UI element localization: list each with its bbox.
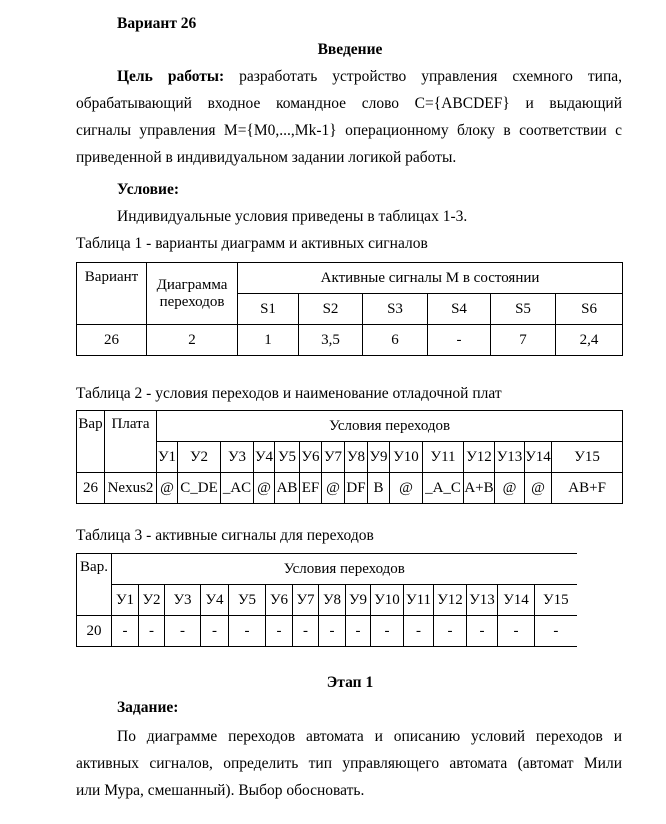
column-header: У10 bbox=[390, 442, 423, 473]
cell: _AC bbox=[221, 473, 254, 504]
goal-line-3: сигналы управления M={M0,...,Mk-1} операционному блоку в соответствии с bbox=[76, 122, 622, 139]
cell: B bbox=[368, 473, 390, 504]
intro-heading: Введение bbox=[317, 41, 383, 58]
column-header: У9 bbox=[346, 585, 371, 616]
cell: - bbox=[434, 616, 467, 647]
table3 bbox=[76, 553, 577, 647]
cell: @ bbox=[157, 473, 178, 504]
state-s2: S2 bbox=[299, 294, 363, 325]
column-header: У14 bbox=[498, 585, 535, 616]
goal-line-1 bbox=[76, 63, 622, 90]
cell: _A_C bbox=[423, 473, 464, 504]
cell: - bbox=[165, 616, 201, 647]
condition-label: Условие: bbox=[117, 181, 179, 198]
table1-caption: Таблица 1 - варианты диаграмм и активных сигналов bbox=[76, 235, 428, 252]
goal-line-2: обрабатывающий входное командное слово С={ABCDEF} и выдающий bbox=[76, 95, 622, 112]
column-header: У4 bbox=[254, 442, 275, 473]
cell: @ bbox=[322, 473, 345, 504]
cell: 7 bbox=[491, 325, 556, 356]
cell: - bbox=[139, 616, 165, 647]
column-header: У15 bbox=[535, 585, 577, 616]
column-header: У3 bbox=[165, 585, 201, 616]
cell: - bbox=[346, 616, 371, 647]
cell: @ bbox=[495, 473, 525, 504]
header-board: Плата bbox=[105, 411, 157, 473]
cell: - bbox=[319, 616, 346, 647]
cell: C_DE bbox=[178, 473, 221, 504]
table1 bbox=[76, 262, 623, 356]
header-variant: Вариант bbox=[77, 263, 147, 325]
condition-text: Индивидуальные условия приведены в таблицах 1-3. bbox=[117, 208, 468, 225]
task-line-2: активных сигналов, определить тип управляющего автомата (автомат Мили bbox=[76, 755, 622, 772]
task-line-3: или Мура, смешанный). Выбор обосновать. bbox=[76, 782, 365, 799]
cell: - bbox=[229, 616, 266, 647]
header-conditions: Условия переходов bbox=[112, 554, 577, 585]
cell: - bbox=[404, 616, 434, 647]
column-header: У8 bbox=[319, 585, 346, 616]
header-conditions: Условия переходов bbox=[157, 411, 623, 442]
cell: 2,4 bbox=[556, 325, 623, 356]
cell: 26 bbox=[77, 473, 105, 504]
column-header: У5 bbox=[275, 442, 300, 473]
goal-label: Цель работы: bbox=[117, 68, 225, 85]
column-header: У9 bbox=[368, 442, 390, 473]
table2 bbox=[76, 410, 623, 504]
header-diagram: Диаграмма переходов bbox=[147, 263, 238, 325]
state-s3: S3 bbox=[363, 294, 428, 325]
table-row bbox=[77, 473, 623, 504]
header-var: Вар bbox=[77, 411, 105, 473]
column-header: У12 bbox=[464, 442, 495, 473]
column-header: У8 bbox=[345, 442, 368, 473]
column-header: У6 bbox=[300, 442, 322, 473]
cell: @ bbox=[525, 473, 552, 504]
variant-title: Вариант 26 bbox=[117, 15, 197, 32]
task-label: Задание: bbox=[117, 699, 179, 716]
cell: - bbox=[467, 616, 498, 647]
header-var: Вар. bbox=[77, 554, 112, 616]
cell: - bbox=[201, 616, 229, 647]
column-header: У2 bbox=[139, 585, 165, 616]
column-header: У2 bbox=[178, 442, 221, 473]
cell: 20 bbox=[77, 616, 112, 647]
state-s5: S5 bbox=[491, 294, 556, 325]
state-s6: S6 bbox=[556, 294, 623, 325]
cell: 1 bbox=[238, 325, 299, 356]
table-row bbox=[77, 325, 623, 356]
column-header: У6 bbox=[266, 585, 293, 616]
state-s4: S4 bbox=[428, 294, 491, 325]
cell: - bbox=[266, 616, 293, 647]
cell: Nexus2 bbox=[105, 473, 157, 504]
cell: 3,5 bbox=[299, 325, 363, 356]
goal-text: разработать устройство управления схемного типа, bbox=[224, 68, 622, 85]
cell: 26 bbox=[77, 325, 147, 356]
task-line-1: По диаграмме переходов автомата и описанию условий переходов и bbox=[117, 728, 622, 745]
cell: - bbox=[293, 616, 319, 647]
column-header: У1 bbox=[157, 442, 178, 473]
column-header: У10 bbox=[371, 585, 404, 616]
cell: @ bbox=[254, 473, 275, 504]
cell: @ bbox=[390, 473, 423, 504]
header-active-signals: Активные сигналы М в состоянии bbox=[238, 263, 623, 294]
cell: 6 bbox=[363, 325, 428, 356]
cell: - bbox=[112, 616, 139, 647]
column-header: У7 bbox=[322, 442, 345, 473]
cell: - bbox=[498, 616, 535, 647]
column-header: У15 bbox=[552, 442, 623, 473]
cell: 2 bbox=[147, 325, 238, 356]
cell: AB+F bbox=[552, 473, 623, 504]
column-header: У1 bbox=[112, 585, 139, 616]
cell: EF bbox=[300, 473, 322, 504]
cell: - bbox=[428, 325, 491, 356]
cell: - bbox=[535, 616, 577, 647]
cell: AB bbox=[275, 473, 300, 504]
column-header: У11 bbox=[404, 585, 434, 616]
table2-caption: Таблица 2 - условия переходов и наименование отладочной плат bbox=[76, 385, 502, 402]
cell: A+B bbox=[464, 473, 495, 504]
column-header: У7 bbox=[293, 585, 319, 616]
table-row bbox=[77, 616, 577, 647]
column-header: У14 bbox=[525, 442, 552, 473]
column-header: У13 bbox=[495, 442, 525, 473]
column-header: У3 bbox=[221, 442, 254, 473]
cell: DF bbox=[345, 473, 368, 504]
column-header: У13 bbox=[467, 585, 498, 616]
goal-line-4: приведенной в индивидуальном задании логикой работы. bbox=[76, 149, 457, 166]
stage-heading: Этап 1 bbox=[326, 674, 374, 691]
column-header: У11 bbox=[423, 442, 464, 473]
table3-caption: Таблица 3 - активные сигналы для переходов bbox=[76, 527, 374, 544]
column-header: У4 bbox=[201, 585, 229, 616]
cell: - bbox=[371, 616, 404, 647]
column-header: У12 bbox=[434, 585, 467, 616]
column-header: У5 bbox=[229, 585, 266, 616]
state-s1: S1 bbox=[238, 294, 299, 325]
